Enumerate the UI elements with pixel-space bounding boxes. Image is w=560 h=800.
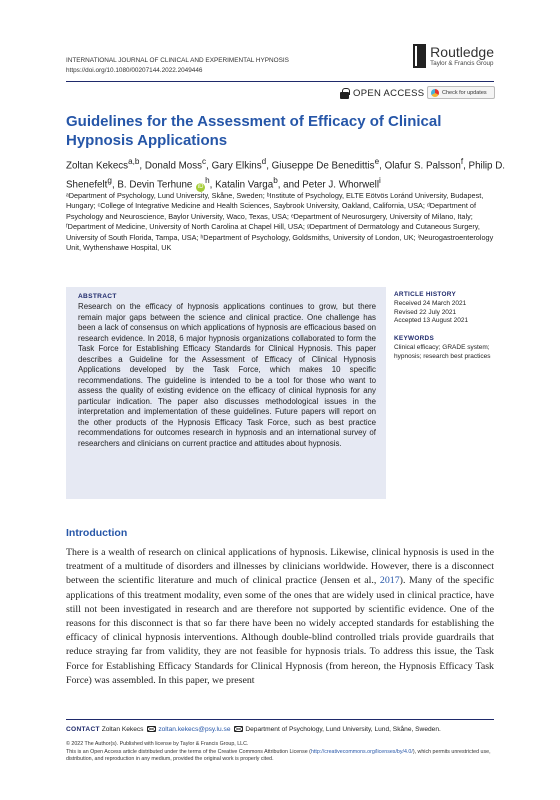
publisher-block xyxy=(413,44,494,68)
orcid-icon[interactable]: iD xyxy=(197,184,204,191)
routledge-logo-icon xyxy=(413,44,426,68)
contact-label: CONTACT xyxy=(66,726,100,733)
author-name[interactable]: Zoltan Kekecs xyxy=(66,160,129,172)
address-icon xyxy=(234,726,243,732)
author-affil-mark: b xyxy=(273,175,278,185)
open-access-label: OPEN ACCESS xyxy=(353,88,425,99)
journal-header xyxy=(66,56,289,76)
author-name[interactable]: , and Peter J. Whorwell xyxy=(277,179,380,191)
revised-date: Revised 22 July 2021 xyxy=(394,308,457,316)
contact-address: Department of Psychology, Lund University, Lund, Skåne, Sweden. xyxy=(245,726,441,733)
author-affil-mark: f xyxy=(460,157,464,166)
check-updates-button[interactable] xyxy=(427,86,495,99)
author-name[interactable]: , Katalin Varga xyxy=(209,179,274,191)
license-text: ), which permits unrestricted use, distribution, and reproduction in any medium, provided the original work is properly cited. xyxy=(66,748,491,762)
contact-email[interactable]: zoltan.kekecs@psy.lu.se xyxy=(158,726,231,733)
copyright-line: © 2022 The Author(s). Published with license by Taylor & Francis Group, LLC. xyxy=(66,741,249,747)
introduction-heading: Introduction xyxy=(66,527,128,539)
author-name[interactable]: , Philip D. Shenefelt xyxy=(66,160,506,191)
crossmark-icon xyxy=(431,89,439,97)
author-affil-mark: h xyxy=(205,175,210,185)
check-updates-label: Check for updates xyxy=(442,89,487,96)
affiliations: ᵃDepartment of Psychology, Lund University, Skåne, Sweden; ᵇInstitute of Psychology, ELTE Eötvös Loránd University, Budapest, Hungary; ᶜCollege of Integrative Medicine and Health Sciences, Saybrook University, Oakland, California, USA; ᵈDepartment of Psychology and Neuroscience, Baylor University, Waco, Texas, USA; ᵉDepartment of Neurosurgery, University of Milano, Italy; ᶠDepartment of Medicine, University of North Carolina at Chapel Hill, USA; ᵍDepartment of Dermatology and Cutaneous Surgery, University of South Florida, Tampa, USA; ʰDepartment of Psychology, Goldsmiths, University of London, UK; ⁱNeurogastroenterology Unit, Wythenshawe Hospital, UK xyxy=(66,191,494,253)
contact-name: Zoltan Kekecs xyxy=(101,726,144,733)
author-name[interactable]: , Donald Moss xyxy=(139,160,203,172)
abstract-heading: ABSTRACT xyxy=(78,293,117,300)
intro-text: ). Many of the specific applications of this treatment modality, even some of the ones that are widely used in clinical practice, have still not been investigated in research and are therefore not supported by scientific evidence. One of the reasons for this disconnect is that so far there have been no widely accepted standards for establishing the efficacy of clinical hypnosis interventions. Although double-blind controlled trials provide guardrails that reduce straying far from validity, they are not feasible for hypnosis trials. To address this issue, the Task Force for Establishing Efficacy Standards for Clinical Hypnosis (from hereon, the Hypnosis Efficacy Task Force) was assembled. In this paper, we present xyxy=(66,575,494,686)
journal-doi[interactable]: https://doi.org/10.1080/00207144.2022.2049446 xyxy=(66,67,203,74)
article-history-heading: ARTICLE HISTORY xyxy=(394,291,457,298)
publisher-name: Routledge xyxy=(430,43,494,60)
copyright-notice xyxy=(66,741,506,764)
contact-line xyxy=(66,725,506,734)
abstract-box xyxy=(66,287,386,499)
article-sidebar xyxy=(394,291,504,362)
citation-link[interactable]: 2017 xyxy=(379,575,400,587)
publisher-sub: Taylor & Francis Group xyxy=(430,59,494,67)
article-title: Guidelines for the Assessment of Efficacy of Clinical Hypnosis Applications xyxy=(66,113,442,149)
abstract-text: Research on the efficacy of hypnosis applications continues to grow, but there remain major gaps between the science and clinical practice. One challenge has been a lack of consensus on which applications of hypnosis are efficacious based on research evidence. In 2018, 6 major hypnosis organizations collaborated to form the Task Force for Establishing Efficacy Standards for Clinical Hypnosis. This paper describes a Guideline for the Assessment of Efficacy of Clinical Hypnosis Applications developed by the Task Force, which makes 10 specific recommendations. The guideline is intended to be a tool for those who want to assess the quality of existing evidence on the efficacy of clinical hypnosis for any particular indication. The paper also discusses methodological issues in the interpretation and implementation of these guidelines. Future papers will report on the other products of the Hypnosis Efficacy Task Force, such as best practice recommendations for outcomes research in hypnosis and an international survey of researchers and clinicians on current practice and attitudes about hypnosis. xyxy=(78,302,376,448)
license-link[interactable]: http://creativecommons.org/licenses/by/4.0/ xyxy=(310,748,413,755)
author-name[interactable]: , Gary Elkins xyxy=(206,160,262,172)
license-text: This is an Open Access article distributed under the terms of the Creative Commons Attribution License ( xyxy=(66,748,311,755)
keywords-text: Clinical efficacy; GRADE system; hypnosis; research best practices xyxy=(394,343,491,360)
author-list xyxy=(66,155,506,193)
author-affil-mark: i xyxy=(379,175,381,185)
accepted-date: Accepted 13 August 2021 xyxy=(394,317,469,325)
open-access-badge xyxy=(340,88,424,99)
introduction-paragraph xyxy=(66,546,494,688)
keywords-heading: KEYWORDS xyxy=(394,335,435,343)
author-affil-mark: c xyxy=(202,157,207,166)
author-affil-mark: g xyxy=(107,175,112,185)
email-icon xyxy=(147,726,156,732)
author-affil-mark: e xyxy=(374,157,380,166)
author-name[interactable]: , Olafur S. Palsson xyxy=(379,160,461,172)
author-affil-mark: a,b xyxy=(128,157,140,166)
header-rule xyxy=(66,81,494,82)
footer-rule xyxy=(66,719,494,720)
author-affil-mark: d xyxy=(261,157,267,166)
license-line xyxy=(66,749,506,764)
open-lock-icon xyxy=(340,88,349,99)
intro-text: There is a wealth of research on clinical applications of hypnosis. Likewise, clinical hypnosis is used in the treatment of a multitude of disorders and illnesses by clinicians worldwide. However, there is a disconnect between the scientific literature and much of clinical practice (Jensen et al., xyxy=(66,547,494,587)
author-name[interactable]: , Giuseppe De Benedittis xyxy=(266,160,375,172)
received-date: Received 24 March 2021 xyxy=(394,299,467,307)
author-name[interactable]: , B. Devin Terhune xyxy=(111,179,196,191)
journal-name: INTERNATIONAL JOURNAL OF CLINICAL AND EXPERIMENTAL HYPNOSIS xyxy=(66,57,289,64)
